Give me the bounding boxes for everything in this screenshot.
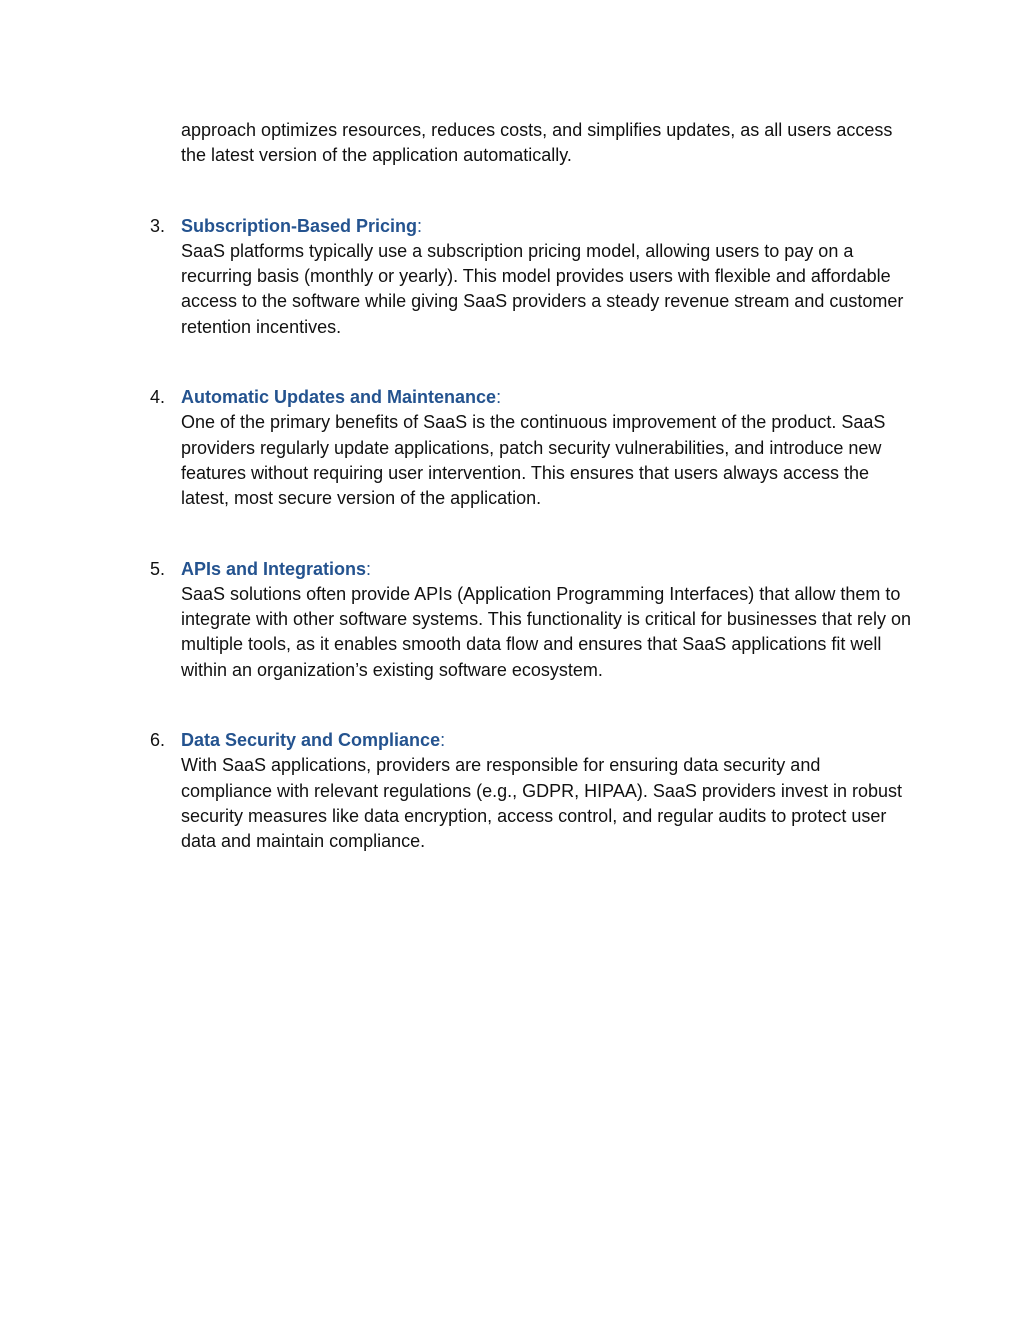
list-number: 5. xyxy=(150,558,166,579)
list-number: 6. xyxy=(150,730,166,751)
list-item-automatic-updates xyxy=(150,385,911,511)
heading-colon: : xyxy=(496,387,502,408)
section-heading: Data Security and Compliance xyxy=(181,730,441,751)
intro-paragraph: approach optimizes resources, reduces costs, and simplifies updates, as all users access the latest version of the application automatically. xyxy=(181,120,893,166)
list-heading-line xyxy=(181,214,911,239)
list-number: 4. xyxy=(150,387,166,408)
list-item-data-security xyxy=(150,728,911,854)
section-body: SaaS solutions often provide APIs (Application Programming Interfaces) that allow them to integrate with other software systems. This functionality is critical for businesses that rely on multiple tools, as it enables smooth data flow and ensures that SaaS applications fit well within an organization’s existing software ecosystem. xyxy=(181,583,911,680)
heading-colon: : xyxy=(417,215,423,236)
list-heading-line xyxy=(181,557,911,582)
list-heading-line xyxy=(181,728,911,753)
section-body: With SaaS applications, providers are responsible for ensuring data security and compliance with relevant regulations (e.g., GDPR, HIPAA). SaaS providers invest in robust security measures like data encryption, access control, and regular audits to protect user data and maintain compliance. xyxy=(181,755,902,852)
section-heading: APIs and Integrations xyxy=(181,558,367,579)
section-heading: Subscription-Based Pricing xyxy=(181,215,418,236)
list-item-subscription-pricing xyxy=(150,214,911,340)
list-item-apis-integrations xyxy=(150,557,911,683)
list-number: 3. xyxy=(150,215,166,236)
section-body: SaaS platforms typically use a subscription pricing model, allowing users to pay on a recurring basis (monthly or yearly). This model provides users with flexible and affordable access to the software while giving SaaS providers a steady revenue stream and customer retention incentives. xyxy=(181,240,904,337)
section-body: One of the primary benefits of SaaS is the continuous improvement of the product. SaaS providers regularly update applications, patch security vulnerabilities, and introduce new features without requiring user intervention. This ensures that users always access the latest, most secure version of the application. xyxy=(181,412,886,509)
heading-colon: : xyxy=(366,558,372,579)
section-heading: Automatic Updates and Maintenance xyxy=(181,387,497,408)
heading-colon: : xyxy=(440,730,446,751)
list-heading-line xyxy=(181,385,911,410)
document-content xyxy=(150,118,911,855)
